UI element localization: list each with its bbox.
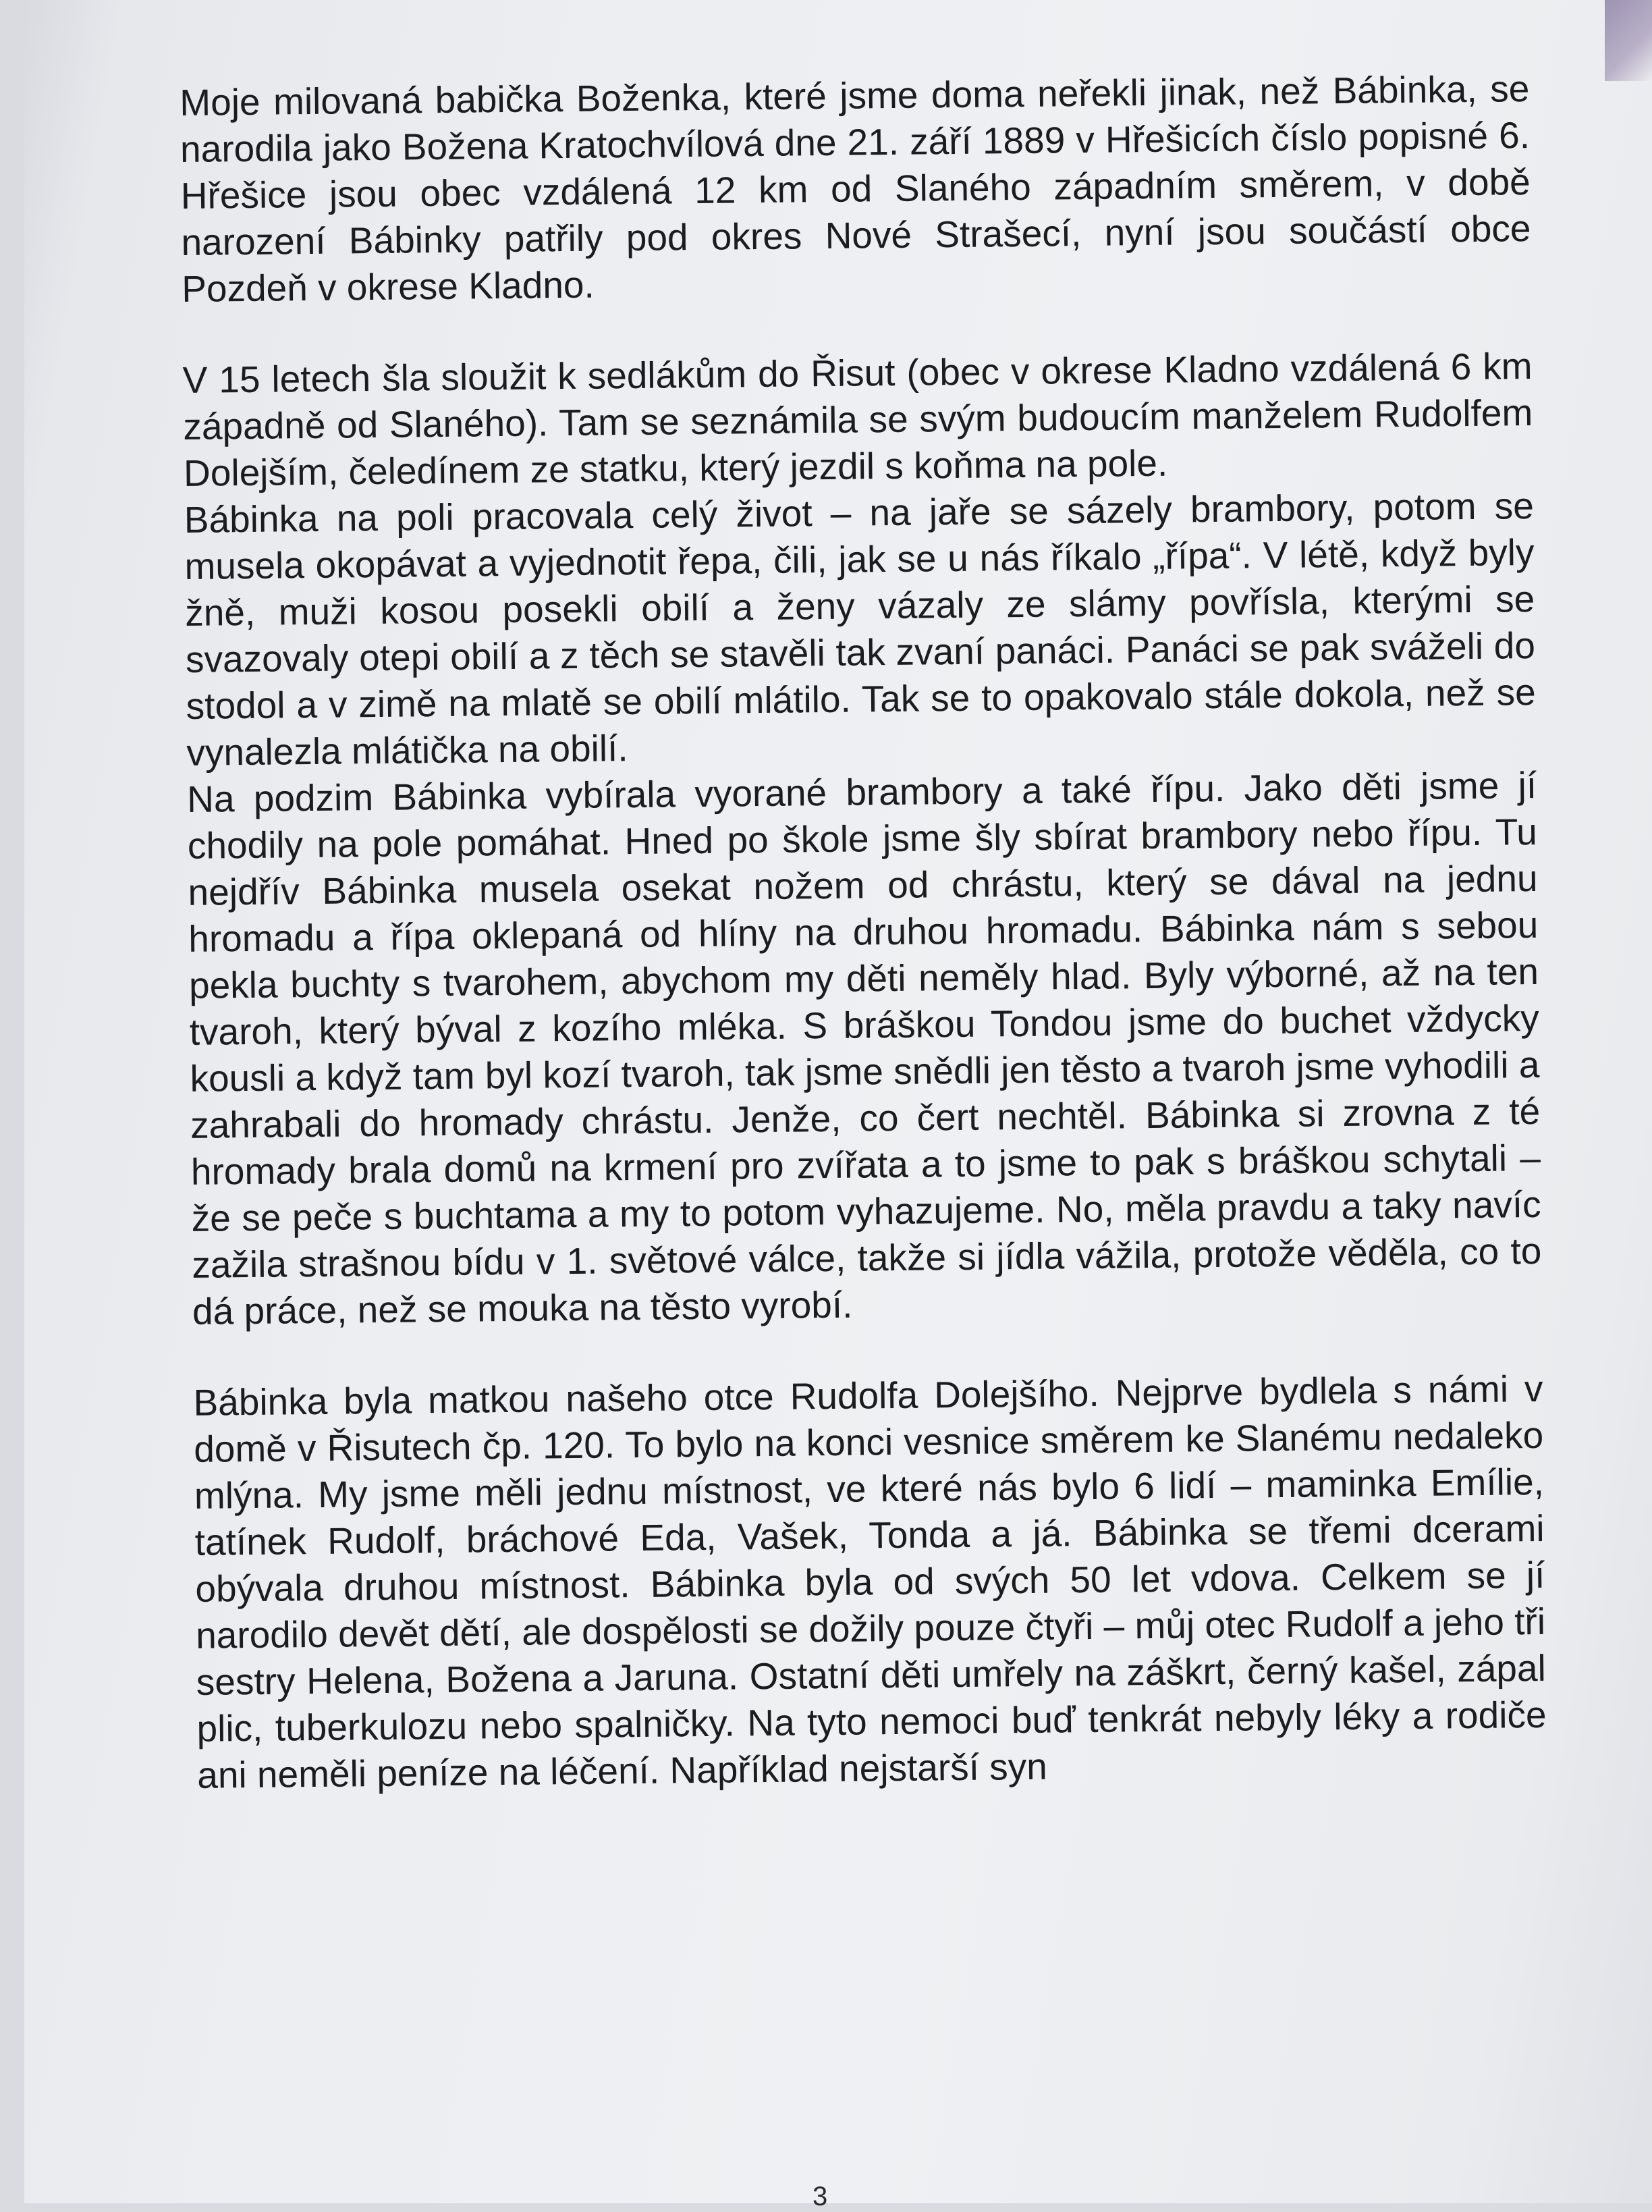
background-corner <box>1605 0 1652 81</box>
page-number: 3 <box>813 2182 828 2211</box>
paragraph-birth: Moje milovaná babička Boženka, které jsme doma neřekli jinak, než Bábinka, se narodila jako Božena Kratochvílová dne 21. září 1889 v Hřešicích číslo popisné 6. Hřešice jsou obec vzdálená 12 km od Slaného západním směrem, v době narození Bábinky patřily pod okres Nové Strašecí, nyní jsou součástí obce Pozdeň v okrese Kladno. <box>180 68 1531 310</box>
document-body <box>180 65 1547 1799</box>
paragraph-autumn: Na podzim Bábinka vybírala vyorané brambory a také řípu. Jako děti jsme jí chodily na pole pomáhat. Hned po škole jsme šly sbírat brambory nebo řípu. Tu nejdřív Bábinka musela osekat nožem od chrástu, který se dával na jednu hromadu a řípa oklepaná od hlíny na druhou hromadu. Bábinka nám s sebou pekla buchty s tvarohem, abychom my děti neměly hlad. Byly výborné, až na ten tvaroh, který býval z kozího mléka. S bráškou Tondou jsme do buchet vždycky kousli a když tam byl kozí tvaroh, tak jsme snědli jen těsto a tvaroh jsme vyhodili a zahrabali do hromady chrástu. Jenže, co čert nechtěl. Bábinka si zrovna z té hromady brala domů na krmení pro zvířata a to jsme to pak s bráškou schytali – že se peče s buchtama a my to potom vyhazujeme. No, měla pravdu a taky navíc zažila strašnou bídu v 1. světové válce, takže si jídla vážila, protože věděla, co to dá práce, než se mouka na těsto vyrobí. <box>186 763 1542 1332</box>
document-page <box>24 0 1652 2211</box>
paragraph-service: V 15 letech šla sloužit k sedlákům do Řisut (obec v okrese Kladno vzdálená 6 km západně od Slaného). Tam se seznámila se svým budoucím manželem Rudolfem Dolejším, čeledínem ze statku, který jezdil s koňma na pole. <box>182 345 1533 494</box>
paragraph-family: Bábinka byla matkou našeho otce Rudolfa Dolejšího. Nejprve bydlela s námi v domě v Řisutech čp. 120. To bylo na konci vesnice směrem ke Slanému nedaleko mlýna. My jsme měli jednu místnost, ve které nás bylo 6 lidí – maminka Emílie, tatínek Rudolf, bráchové Eda, Vašek, Tonda a já. Bábinka se třemi dcerami obývala druhou místnost. Bábinka byla od svých 50 let vdova. Celkem se jí narodilo devět dětí, ale dospělosti se dožily pouze čtyři – můj otec Rudolf a jeho tři sestry Helena, Božena a Jaruna. Ostatní děti umřely na záškrt, černý kašel, zápal plic, tuberkulozu nebo spalničky. Na tyto nemoci buď tenkrát nebyly léky a rodiče ani neměli peníze na léčení. Například nejstarší syn <box>193 1367 1547 1796</box>
paragraph-fieldwork: Bábinka na poli pracovala celý život – na jaře se sázely brambory, potom se musela okopávat a vyjednotit řepa, čili, jak se u nás říkalo „řípa“. V létě, když byly žně, muži kosou posekli obilí a ženy vázaly ze slámy povřísla, kterými se svazovaly otepi obilí a z těch se stavěli tak zvaní panáci. Panáci se pak sváželi do stodol a v zimě na mlatě se obilí mlátilo. Tak se to opakovalo stále dokola, než se vynalezla mlátička na obilí. <box>184 485 1536 774</box>
